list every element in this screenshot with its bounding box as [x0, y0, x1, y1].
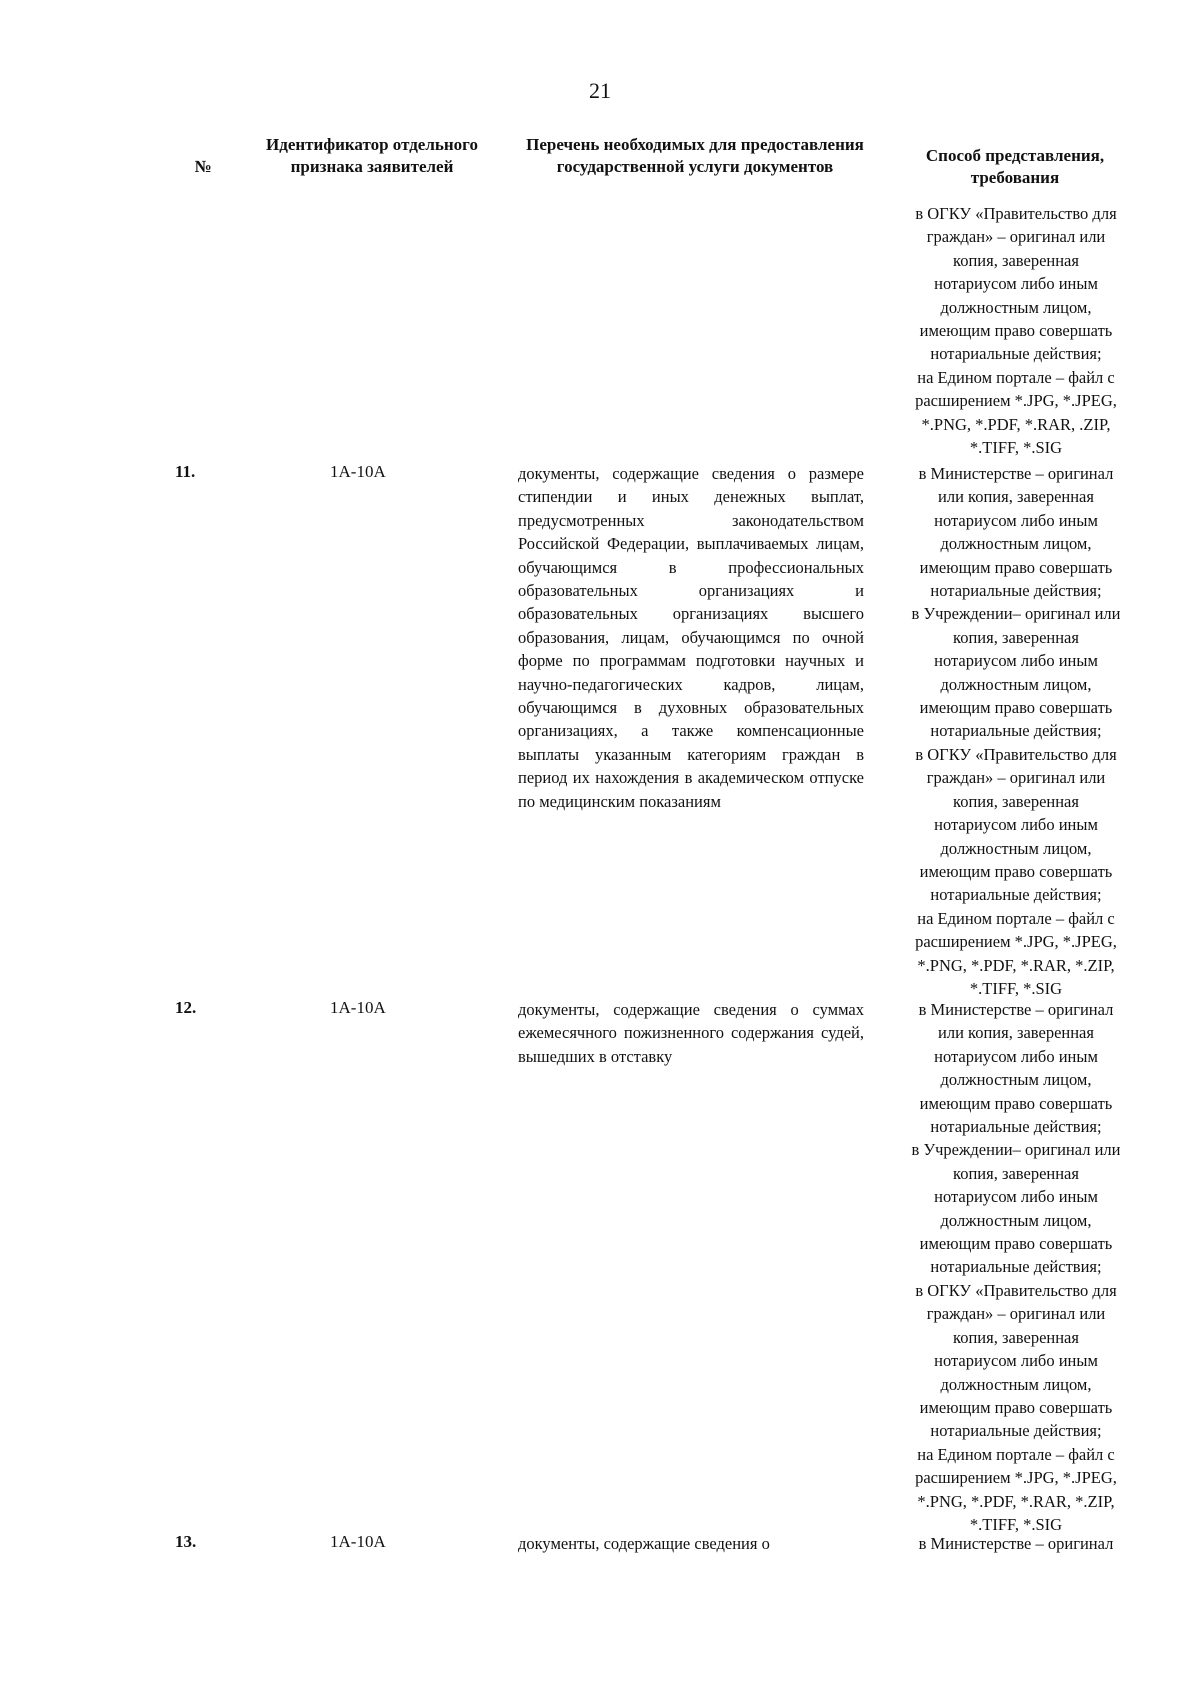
header-number: №: [194, 157, 212, 176]
row-method: в Министерстве – оригинал или копия, заверенная нотариусом либо иным должностным лицом, имеющим право совершать нотариальные действия; в Учреждении– оригинал или копия, заверенная нотариусом либо иным должностным лицом, имеющим право совершать нотариальные действия; в ОГКУ «Правительство для граждан» – оригинал или копия, заверенная нотариусом либо иным должностным лицом, имеющим право совершать нотариальные действия; на Едином портале – файл с расширением *.JPG, *.JPEG, *.PNG, *.PDF, *.RAR, *.ZIP, *.TIFF, *.SIG: [911, 1000, 1121, 1534]
page-number: 21: [589, 78, 611, 103]
row-documents: документы, содержащие сведения о суммах ежемесячного пожизненного содержания судей, вышедших в отставку: [518, 1000, 864, 1066]
row-number: 13.: [175, 1532, 197, 1551]
header-identifier: Идентификатор отдельного признака заявителей: [266, 135, 478, 176]
continuation-method-cell: в ОГКУ «Правительство для граждан» – оригинал или копия, заверенная нотариусом либо иным должностным лицом, имеющим право совершать нотариальные действия; на Едином портале – файл с расширением *.JPG, *.JPEG, *.PNG, *.PDF, *.RAR, .ZIP, *.TIFF, *.SIG: [915, 204, 1117, 458]
row-method: в Министерстве – оригинал или копия, заверенная нотариусом либо иным должностным лицом, имеющим право совершать нотариальные действия; в Учреждении– оригинал или копия, заверенная нотариусом либо иным должностным лицом, имеющим право совершать нотариальные действия; в ОГКУ «Правительство для граждан» – оригинал или копия, заверенная нотариусом либо иным должностным лицом, имеющим право совершать нотариальные действия; на Едином портале – файл с расширением *.JPG, *.JPEG, *.PNG, *.PDF, *.RAR, *.ZIP, *.TIFF, *.SIG: [911, 464, 1121, 998]
header-documents: Перечень необходимых для предоставления государственной услуги документов: [526, 135, 864, 176]
header-method: Способ представления, требования: [925, 146, 1105, 187]
row-number: 12.: [175, 998, 197, 1017]
row-number: 11.: [175, 462, 196, 481]
row-documents: документы, содержащие сведения о размере стипендии и иных денежных выплат, предусмотренных законодательством Российской Федерации, выплачиваемых лицам, обучающимся в профессиональных образовательных организациях и образовательных организациях высшего образования, лицам, обучающимся по очной форме по программам подготовки научных и научно-педагогических кадров, лицам, обучающимся в духовных образовательных организациях, а также компенсационные выплаты указанным категориям граждан в период их нахождения в академическом отпуске по медицинским показаниям: [518, 464, 864, 811]
row-identifier: 1А-10А: [330, 462, 386, 481]
row-method: в Министерстве – оригинал: [918, 1534, 1114, 1553]
row-identifier: 1А-10А: [330, 998, 386, 1017]
row-documents: документы, содержащие сведения о: [518, 1534, 770, 1553]
row-identifier: 1А-10А: [330, 1532, 386, 1551]
